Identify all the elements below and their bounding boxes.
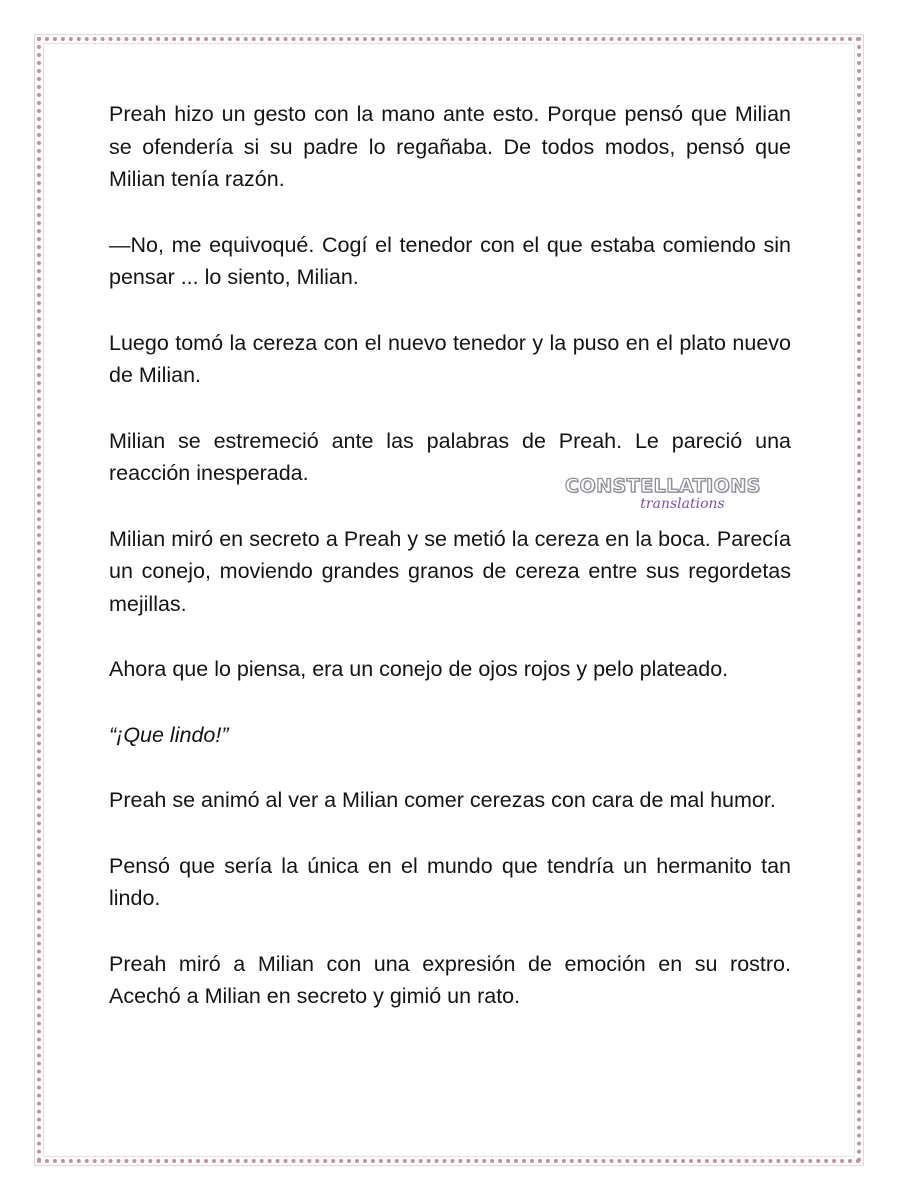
paragraph: Milian se estremeció ante las palabras de Preah. Le pareció una reacción inesperada. [109, 428, 791, 485]
paragraph: Pensó que sería la única en el mundo que tendría un hermanito tan lindo. [109, 853, 791, 910]
document-body [109, 98, 791, 1046]
paragraph: —No, me equivoqué. Cogí el tenedor con el que estaba comiendo sin pensar ... lo siento, Milian. [109, 232, 791, 289]
paragraph: Luego tomó la cereza con el nuevo tenedor y la puso en el plato nuevo de Milian. [109, 330, 791, 387]
paragraph: Preah miró a Milian con una expresión de emoción en su rostro. Acechó a Milian en secreto y gimió un rato. [109, 951, 791, 1008]
watermark-subtitle: translations [640, 496, 725, 512]
paragraph: Preah se animó al ver a Milian comer cerezas con cara de mal humor. [109, 788, 776, 812]
paragraph: Ahora que lo piensa, era un conejo de ojos rojos y pelo plateado. [109, 657, 729, 681]
watermark-title: CONSTELLATIONS [565, 475, 761, 497]
quote-paragraph: “¡Que lindo!” [109, 722, 229, 747]
paragraph: Milian miró en secreto a Preah y se metió la cereza en la boca. Parecía un conejo, moviendo grandes granos de cereza entre sus regordetas mejillas. [109, 526, 791, 616]
paragraph: Preah hizo un gesto con la mano ante esto. Porque pensó que Milian se ofendería si su padre lo regañaba. De todos modos, pensó que Milian tenía razón. [109, 102, 791, 191]
